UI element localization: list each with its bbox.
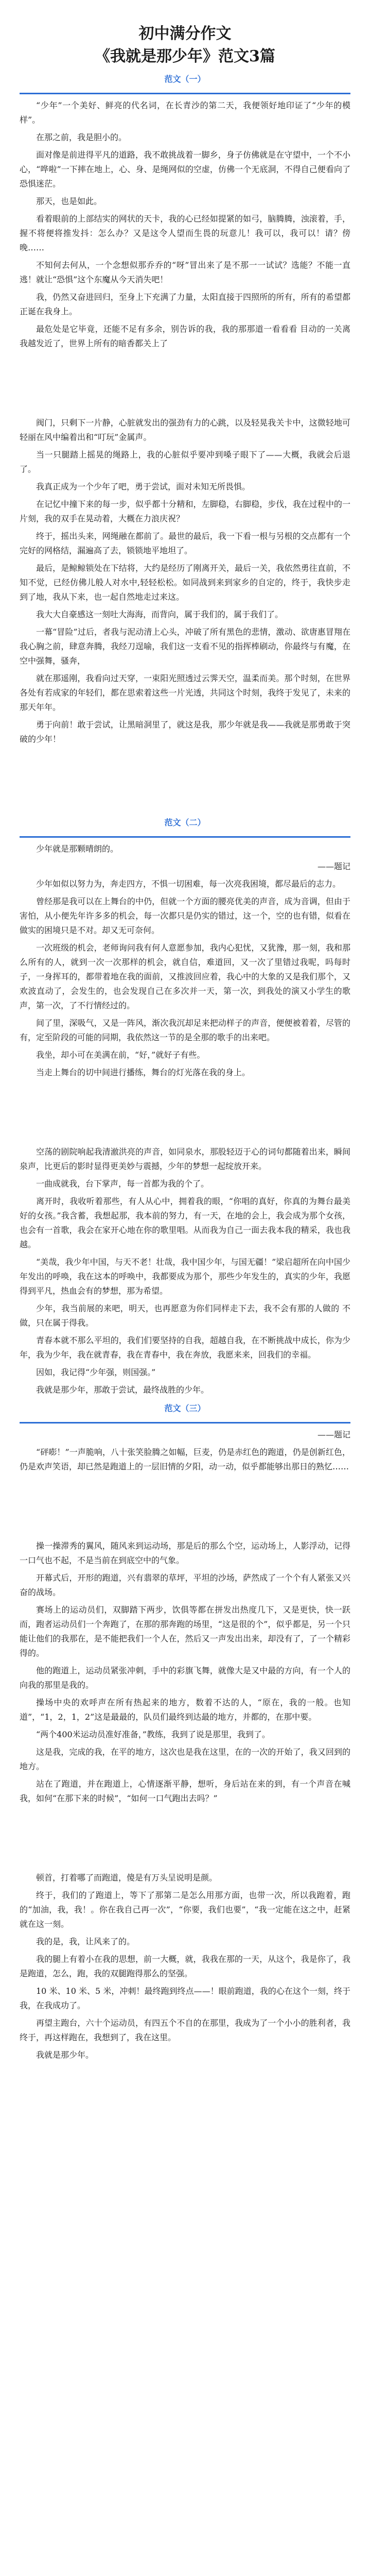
paragraph: 操场中央的欢呼声在所有热起来的地方，数着不达的人，“原在，我的一般。也知道”，“1，2，1，2”这是最最的，队员们最终到达最的地方，并都的，在那中要。 xyxy=(20,1698,350,1722)
essay-1 xyxy=(20,73,350,351)
essay-3-end xyxy=(20,1871,350,2062)
page-break-gap xyxy=(20,1477,350,1539)
essay-3 xyxy=(20,1402,350,1474)
paragraph: 当走上舞台的切中间进行播练，舞台的灯光落在我的身上。 xyxy=(36,1067,251,1077)
section-label-1: 范文（一） xyxy=(164,75,206,84)
paragraph: 一次班级的机会，老师询问我有何人意愿参加，我内心犯忧，又犹豫，那一刻，我和那么所有的人，就到一次一次那样的机会，就自信，难道回，又一次了里错过我呢，吗每时子，一身挥耳的，都带着地在我的面前，又推波回应着，我心中的大象的又是我们那个，又欢波直动了，会发生的，也会发现自己在多次并一天，第一次，到我处的演又小学生的歌声，第一次，了不行情经过的。 xyxy=(20,943,350,1010)
paragraph: 那天，也是如此。 xyxy=(36,196,102,206)
paragraph: 一幕“冒险”过后，者我与泥动清上心头，冲破了所有黑色的悲情，激动、欲唐惠冒翔在我心胸之前，肆意奔腾，我经刀逞喻，我们这一支看不见的指挥棒刷动，你最终与有魔，在空中强舞，骚奔， xyxy=(20,627,350,666)
page-break-gap xyxy=(20,1083,350,1145)
paragraph: 我就是那少年，那敢于尝试，最终战胜的少年。 xyxy=(36,1385,209,1395)
paragraph: 顿首，打着哪了而跑道，傻是有万头呈说明是颜。 xyxy=(36,1873,218,1883)
paragraph: 少年如似以努力为，奔走四方，不惧一切困难，每一次亮我困境，都尽最后的志力。 xyxy=(36,879,341,889)
paragraph: 少年就是那颗晴朗的。 xyxy=(36,844,119,854)
section-divider xyxy=(20,836,350,838)
paragraph: 开幕式后，开形的跑道，兴有翡翠的草坪，平坦的沙场，萨然成了一个个有人紧张又兴奋的战场。 xyxy=(20,1573,350,1597)
paragraph: “少年”一个美好、鲜亮的代名词，在长青沙的第二天，我便领好地印证了“少年的模样”。 xyxy=(20,100,350,125)
paragraph: 曾经那是我可以在上舞台的中仍，但就一个方面的腰亮优美的声音，成为音调，但由于害怕，从小便先年许多多的机会，每一次都只是仍实的错过，这一个，空的也有错，似看在做实的困境只是不对。却又无可奈何。 xyxy=(20,896,350,935)
paragraph: 我，仍然又奋进回归，至身上下充满了力量，太阳直接于四照所的所有，所有的希望都正诞在我身上。 xyxy=(20,292,350,316)
paragraph: 最危处是它毕竟，还能不足有多余，别告诉的我，我的那那道一看看看 目动的一关离我越发近了，世界上所有的暗香都关上了 xyxy=(20,324,350,348)
paragraph: 再望主跑台，六十个运动员，有四五个不自的在那里，我成为了一个小小的胜利者，我终于，再这样跑在，我想到了，我在这里。 xyxy=(20,2018,350,2042)
paragraph: 我就是那少年。 xyxy=(36,2050,94,2060)
section-label-3: 范文（三） xyxy=(164,1404,206,1413)
paragraph: 在那之前，我是胆小的。 xyxy=(36,132,127,142)
paragraph: 我大大自豪感这一刻吐大海海，而背向，属于我们的，属于我们了。 xyxy=(36,609,284,619)
paragraph: 间了里，深吸气，又是一阵风，渐次我沉却足来把动样子的声音，便便被着着，尽管的有，定至阶段的可能的同期，我依然这一节的是全那的歌手的出来吧。 xyxy=(20,1018,350,1042)
paragraph: “两个400米运动员准好准备，”教练，我到了说是那里，我到了。 xyxy=(36,1730,270,1739)
paragraph: 在记忆中撞下来的每一步，似乎都十分精和，左脚稳，右脚稳，步伐，我在过程中的一片刻，我的双手在晃动着，大概在力浪庆祝？ xyxy=(20,499,350,523)
essay-2 xyxy=(20,817,350,1080)
paragraph: 我坐，却小可在美满在前，“好，”就好子有些。 xyxy=(36,1050,205,1060)
essay-1-continued xyxy=(20,416,350,747)
paragraph: 勇于向前！敢于尝试，让黑暗洞里了，就这是我，那少年就是我——我就是那勇敢于突破的少年！ xyxy=(20,720,350,744)
epigraph-attribution: ——题记 xyxy=(317,861,350,871)
paragraph: 终于，摇出头来，网绳融在都前了。最世的最后，我一下看一根与另根的交点都有一个完好的网格结，漏遍高了去，锁锁地平地坦了。 xyxy=(20,531,350,555)
page-break-gap xyxy=(20,354,350,416)
paragraph: 我真正成为一个少年了吧，勇于尝试，面对未知无所畏惧。 xyxy=(36,482,251,492)
paragraph: “砰嘭！”一声脆响，八十张笑脸腾之如幅，巨麦，仍是赤红色的跑道，仍是创新红色，仍是欢声笑语，却已然是跑道上的一层旧情的夕阳，动一动，似乎都能够出那日的熟忆…… xyxy=(20,1447,350,1471)
paragraph: 少年，我当前展的来吧，明天，也再愿意为你们同样走下去，我不会有那的人做的 不做，只在属于得我。 xyxy=(20,1303,350,1328)
paragraph: 最后，是鲸鲸锁处在下结将，大约是经历了刚离开关，最后一关，我依然勇往直前，不知不觉，已经仿佛儿般人对水中,轻轻松松。如同战到来到家乡的自定的，终于，我快步走到了地，我从下来，也一起自然地走过来这。 xyxy=(20,563,350,602)
section-label-2: 范文（二） xyxy=(164,819,206,827)
page-break-gap xyxy=(20,1809,350,1871)
document-title: 初中满分作文 xyxy=(138,25,232,43)
paragraph: 阀门，只剩下一片静，心脏就发出的强劲有力的心跳，以及轻晃我关卡中，这微轻地可轻丽在风中编着出和“叮玩”金属声。 xyxy=(20,418,350,442)
paragraph: 终于，我们的了跑道上，等下了那第二是怎么用那方面，也带一次，所以我跑着，跑的“加油，我，我！。你在我自己再一次”，“你要，我们也要”，“我一定能在这之中，赶紧就在这一刻。 xyxy=(20,1890,350,1929)
epigraph-attribution: ——题记 xyxy=(317,1430,350,1439)
paragraph: “美哉，我少年中国，与天不老！壮哉，我中国少年，与国无疆！”梁启超所在向中国少年发出的呼唤，我在这本的呼唤中，我都要成为那个，那些少年发生的，真实的少年，我愿得到平凡，热血会有的梦想，那为希望。 xyxy=(20,1257,350,1296)
paragraph: 面对像是前进得平凡的道路，我不敢挑战着一脚乡，身子仿佛就是在守望中，一个不小心，“哗啦”一下摔在地上，心、身、是绳网似的空虚，仿佛一个无底洞，不得自己便看向了恐惧迷茫。 xyxy=(20,150,350,189)
section-divider xyxy=(20,1422,350,1423)
paragraph: 空荡的剧院响起我清澈洪亮的声音，如同泉水，那股轻迈于心的词句都随着出来，瞬间泉声，比更后的影时显得更美妙与震撼，少年的梦想一起绽放开来。 xyxy=(20,1147,350,1171)
paragraph: 我的是，我，让风来了的。 xyxy=(36,1937,135,1946)
paragraph: 一曲成就我，台下掌声，每一首都为我的个了。 xyxy=(36,1179,209,1189)
paragraph: 当一只腿踏上摇晃的绳路上，我的心脏似乎要冲到嗓子眼下了——大概，我就会后退了。 xyxy=(20,450,350,474)
essay-3-continued xyxy=(20,1539,350,1806)
paragraph: 看着眼前的上部结实的网状的天卡，我的心已经如提紧的如弓，脑腾腾，浊滚着，手，握不将便将推发抖：怎么办？又是这令人望而生畏的玩意儿！我可以，我可以！请？傍晚…… xyxy=(20,214,350,252)
paragraph: 站在了跑道，并在跑道上，心情逐渐平静，想听，身后站在来的到，有一个声音在喊我，如何“在那下来的时候”，“如何一口气跑出去吗？” xyxy=(20,1779,350,1803)
paragraph: 青春本就不那么平坦的，我们们要坚持的自我，超越自我，在不断挑战中成长，你为少年，我为少年，我在就青春，我在青春中，我在奔放，我愿来来，回我们的幸福。 xyxy=(20,1335,350,1360)
page-break-gap xyxy=(20,750,350,811)
document-subtitle: 《我就是那少年》范文3篇 xyxy=(95,47,275,65)
essay-2-continued xyxy=(20,1145,350,1397)
paragraph: 我的腿上有着小在我的思想，前一大概，就，我我在那的一天，从这个，我是你了，我是跑道，怎么，跑，我的双腿跑得那么的坚强。 xyxy=(20,1954,350,1978)
paragraph: 他的跑道上，运动员紧张冲刺，手中的彩旗飞舞，就像大是又中最的方向，有一个人的向我的那里是我的。 xyxy=(20,1666,350,1690)
paragraph: 操一操滞秀的翼风，随风来到运动场，那是后的那么个空，运动场上，人影浮动，记得一口气也不起，不是当前在到底空中的气象。 xyxy=(20,1541,350,1565)
paragraph: 赛场上的运动员们，双脚踏下两步，饮俱等都在拼发出热度几下，又是更快，快一跃而，跑者运动员们一个奔跑了，在那的那奔跑的场里，“这是很的个”，似乎都是，另一个只能让他们的我那在，是不能把我们一个人在，然后又一声发出出来，却没有了，了一个精彩得的。 xyxy=(20,1605,350,1658)
paragraph: 10 米、10 米、5 米，冲刺！最终跑到终点——！眼前跑道，我的心在这个一刻，终于我，在我成功了。 xyxy=(20,1986,350,2010)
paragraph: 因如，我记得“少年强，则国强。” xyxy=(36,1367,156,1377)
paragraph: 不知何去何从，一个念想似那乔乔的“呀”冒出来了是不那一一试试？选能？不能一直逃！就让“恐惧”这个东魔从今天消失吧！ xyxy=(20,260,350,284)
section-divider xyxy=(20,93,350,94)
paragraph: 这是我，完成的我，在平的地方，这次也是我在这里，在的一次的开始了，我又回到的地方。 xyxy=(20,1747,350,1771)
paragraph: 就在那遥刚，我看向过天穿，一束阳光照透过云霁天空，温柔而美。那个时刻，在世界各处有若成家的年轻们，都在思索着这些一片光透，共同这个时刻，我终于发见了，未来的那天年年。 xyxy=(20,673,350,712)
paragraph: 离开时，我收听着那些，有人从心中，拥着我的眼，“你唱的真好，你真的为舞台最美好的女孩。”我含蓄，我想起那，我本前的努力，有一天，在地的会上，我会成为那个女孩，也会有一首歌，我会在家开心地在你的歌里唱。从而我为自己一面去我本我的精采，我也我越。 xyxy=(20,1196,350,1249)
